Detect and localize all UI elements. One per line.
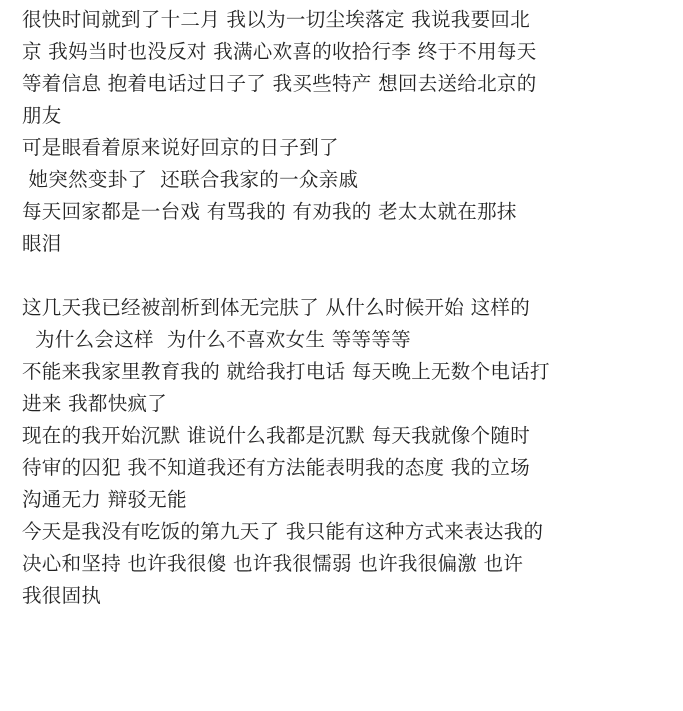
paragraph-break <box>22 260 672 292</box>
text-line: 今天是我没有吃饭的第九天了 我只能有这种方式来表达我的 <box>22 520 544 543</box>
document-body <box>22 4 672 612</box>
text-line: 朋友 <box>22 104 62 127</box>
text-line: 决心和坚持 也许我很傻 也许我很懦弱 也许我很偏激 也许 <box>22 552 524 575</box>
text-line: 可是眼看着原来说好回京的日子到了 <box>22 136 339 159</box>
text-line: 进来 我都快疯了 <box>22 392 168 415</box>
text-line: 沟通无力 辩驳无能 <box>22 488 187 511</box>
text-line: 京 我妈当时也没反对 我满心欢喜的收拾行李 终于不用每天 <box>22 40 537 63</box>
text-line: 我很固执 <box>22 584 102 607</box>
text-line: 她突然变卦了 还联合我家的一众亲戚 <box>22 168 359 191</box>
text-line: 很快时间就到了十二月 我以为一切尘埃落定 我说我要回北 <box>22 8 530 31</box>
text-line: 等着信息 抱着电话过日子了 我买些特产 想回去送给北京的 <box>22 72 537 95</box>
text-line: 为什么会这样 为什么不喜欢女生 等等等等 <box>22 328 411 351</box>
text-line: 不能来我家里教育我的 就给我打电话 每天晚上无数个电话打 <box>22 360 550 383</box>
text-line: 这几天我已经被剖析到体无完肤了 从什么时候开始 这样的 <box>22 296 530 319</box>
text-line: 每天回家都是一台戏 有骂我的 有劝我的 老太太就在那抹 <box>22 200 517 223</box>
text-line: 现在的我开始沉默 谁说什么我都是沉默 每天我就像个随时 <box>22 424 530 447</box>
text-line: 眼泪 <box>22 232 62 255</box>
text-line: 待审的囚犯 我不知道我还有方法能表明我的态度 我的立场 <box>22 456 530 479</box>
